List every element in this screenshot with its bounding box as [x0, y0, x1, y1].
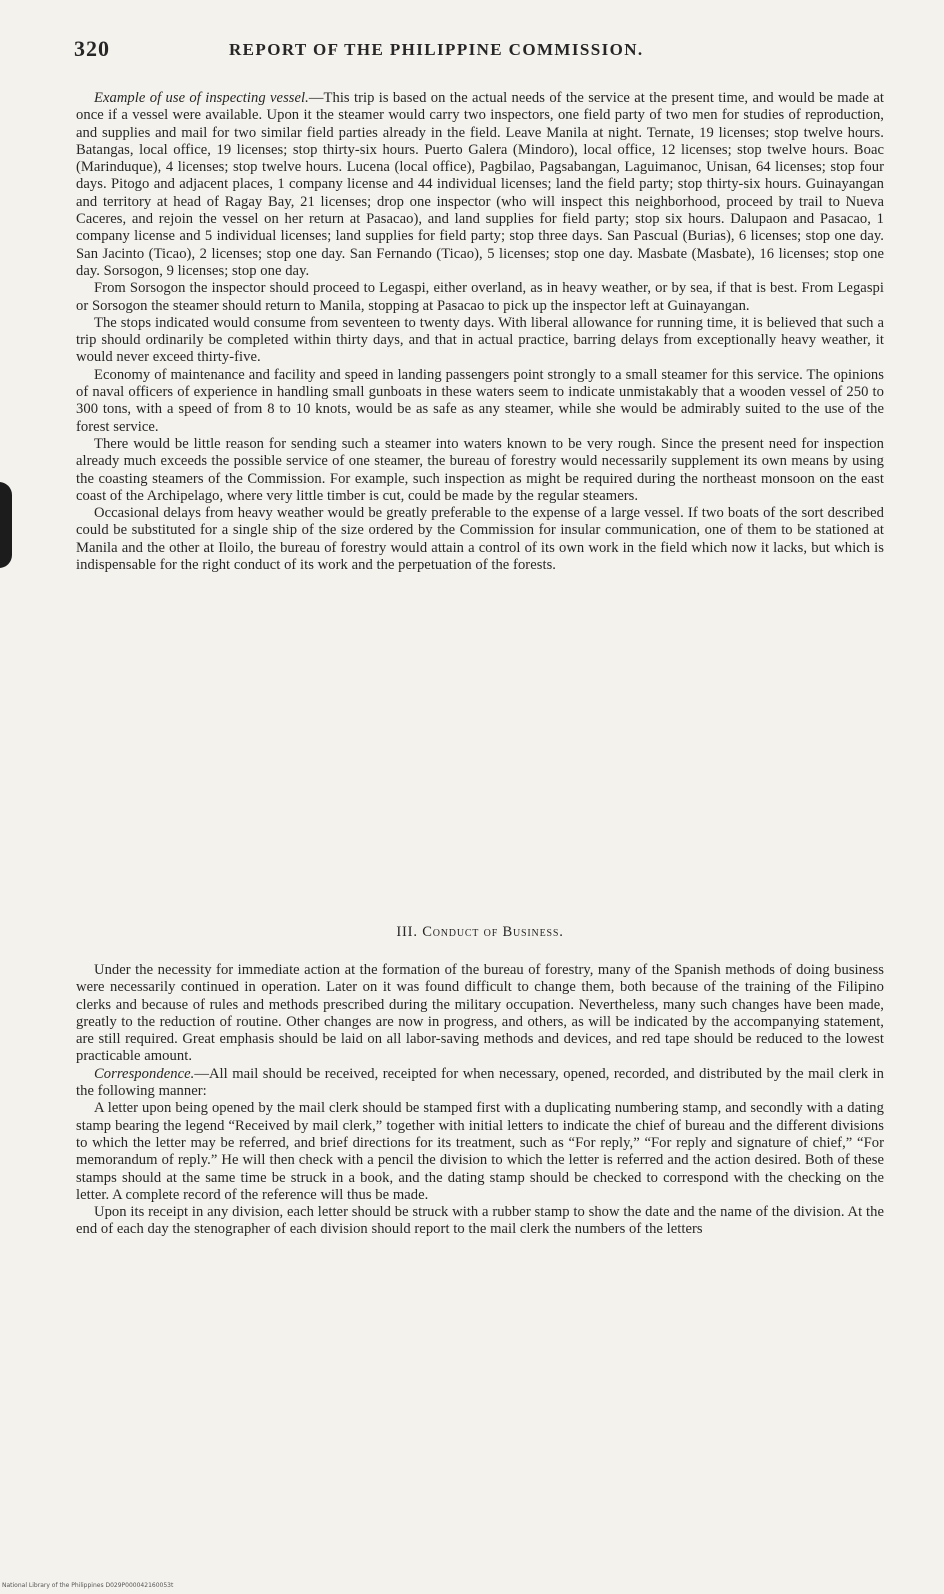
paragraph: Occasional delays from heavy weather would be greatly preferable to the expense of a large vessel. If two boats of the sort described could be substituted for a single ship of the size ordered by the Commission for insular communication, one of them to be stationed at Manila and the other at Iloilo, the bureau of forestry would attain a control of its own work in the field which now it lacks, but which is indispensable for the right conduct of its work and the perpetuation of the forests. — [76, 505, 884, 574]
scan-source-note: National Library of the Philippines D029P000042160053t — [2, 1582, 174, 1589]
paragraph: Economy of maintenance and facility and speed in landing passengers point strongly to a small steamer for this service. The opinions of naval officers of experience in handling small gunboats in these waters seem to indicate unmistakably that a wooden vessel of 250 to 300 tons, with a speed of from 8 to 10 knots, would be as safe as any steamer, while she would be admirably suited to the use of the forest service. — [76, 366, 884, 435]
paragraph: Correspondence.—All mail should be received, receipted for when necessary, opened, recorded, and distributed by the mail clerk in the following manner: — [76, 1065, 884, 1100]
paragraph: Under the necessity for immediate action at the formation of the bureau of forestry, many of the Spanish methods of doing business were necessarily continued in operation. Later on it was found difficult to change them, both because of the training of the Filipino clerks and because of rules and methods prescribed during the military occupation. Nevertheless, many such changes have been made, greatly to the reduction of routine. Other changes are now in progress, and others, as will be indicated by the accompanying statement, are still required. Great emphasis should be laid on all labor-saving methods and devices, and red tape should be reduced to the lowest practicable amount. — [76, 962, 884, 1065]
paragraph: A letter upon being opened by the mail clerk should be stamped first with a duplicating numbering stamp, and secondly with a dating stamp bearing the legend “Received by mail clerk,” together with initial letters to indicate the chief of bureau and the different divisions to which the letter may be referred, and brief directions for its treatment, such as “For reply,” “For reply and signature of chief,” “For memorandum of reply.” He will then check with a pencil the division to which the letter is referred and the action desired. Both of these stamps should at the same time be struck in a book, and the dating stamp should be checked to correspond with the checking on the letter. A complete record of the reference will thus be made. — [76, 1100, 884, 1203]
page-header — [74, 36, 884, 66]
paragraph: There would be little reason for sending such a steamer into waters known to be very rough. Since the present need for inspection already much exceeds the possible service of one steamer, the bureau of forestry would necessarily supplement its own means by using the coasting steamers of the Commission. For example, such inspection as might be required during the northeast monsoon on the east coast of the Archipelago, where very little timber is cut, could be made by the regular steamers. — [76, 435, 884, 504]
body-text-upper — [76, 90, 884, 574]
page-number: 320 — [74, 36, 110, 61]
paragraph-label: Correspondence. — [94, 1065, 195, 1082]
body-text-lower — [76, 962, 884, 1239]
section-heading: III. Conduct of Business. — [396, 924, 564, 940]
paragraph-label: Example of use of inspecting vessel. — [94, 90, 309, 106]
paragraph: The stops indicated would consume from seventeen to twenty days. With liberal allowance for running time, it is believed that such a trip should ordinarily be completed within thirty days, and that in actual practice, barring delays from exceptionally heavy weather, it would never exceed thirty-five. — [76, 314, 884, 366]
binding-shadow — [0, 482, 12, 568]
paragraph: From Sorsogon the inspector should proceed to Legaspi, either overland, as in heavy weather, or by sea, if that is best. From Legaspi or Sorsogon the steamer should return to Manila, stopping at Pasacao to pick up the inspector left at Guinayangan. — [76, 280, 884, 314]
paragraph: Upon its receipt in any division, each letter should be struck with a rubber stamp to show the date and the name of the division. At the end of each day the stenographer of each division should report to the mail clerk the numbers of the letters — [76, 1204, 884, 1238]
paragraph: Example of use of inspecting vessel.—This trip is based on the actual needs of the service at the present time, and would be made at once if a vessel were available. Upon it the steamer would carry two inspectors, one field party of two men for studies of reproduction, and supplies and mail for two similar field parties already in the field. Leave Manila at night. Ternate, 19 licenses; stop twelve hours. Batangas, local office, 19 licenses; stop thirty-six hours. Puerto Galera (Mindoro), local office, 12 licenses; stop twelve hours. Boac (Marinduque), 4 licenses; stop twelve hours. Lucena (local office), Pagbilao, Pagsabangan, Laguimanoc, Unisan, 64 licenses; stop four days. Pitogo and adjacent places, 1 company license and 44 individual licenses; land the field party; stop thirty-six hours. Guinayangan and territory at head of Ragay Bay, 21 licenses; drop one inspector (who will inspect this neighborhood, proceed by trail to Nueva Caceres, and rejoin the vessel on her return at Pasacao), and land supplies for field party; stop six hours. Dalupaon and Pasacao, 1 company license and 5 individual licenses; land supplies for field party; stop three days. San Pascual (Burias), 6 licenses; stop one day. San Jacinto (Ticao), 2 licenses; stop one day. San Fernando (Ticao), 5 licenses; stop one day. Masbate (Masbate), 16 licenses; stop one day. Sorsogon, 9 licenses; stop one day. — [76, 90, 885, 279]
running-head: REPORT OF THE PHILIPPINE COMMISSION. — [229, 40, 644, 59]
